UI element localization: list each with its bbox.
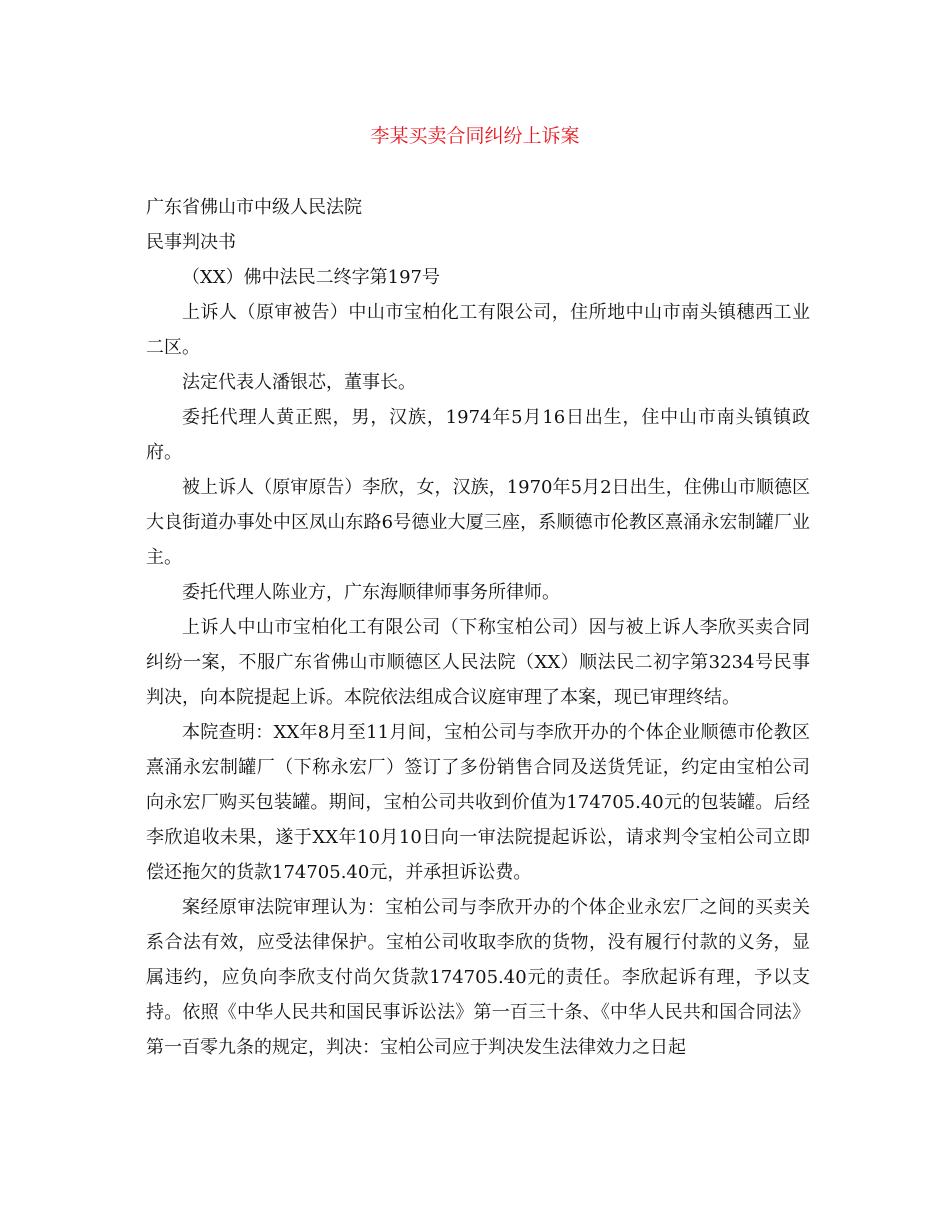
case-number: （XX）佛中法民二终字第197号 (182, 267, 440, 288)
paragraph-agent-appellee: 委托代理人陈业方，广东海顺律师事务所律师。 (182, 582, 560, 603)
paragraph-original-judgment: 案经原审法院审理认为：宝柏公司与李欣开办的个体企业永宏厂之间的买卖关系合法有效，应受法律保护。宝柏公司收取李欣的货物，没有履行付款的义务，显属违约，应负向李欣支付尚欠货款174705.40元的责任。李欣起诉有理，予以支持。依照《中华人民共和国民事诉讼法》第一百三十条、《中华人民共和国合同法》第一百零九条的规定，判决：宝柏公司应于判决发生法律效力之日起 (146, 897, 810, 1058)
paragraph-legal-rep: 法定代表人潘银芯，董事长。 (182, 372, 416, 393)
document-title: 李某买卖合同纠纷上诉案 (370, 125, 580, 147)
paragraph-facts: 本院查明：XX年8月至11月间，宝柏公司与李欣开办的个体企业顺德市伦教区熹涌永宏制罐厂（下称永宏厂）签订了多份销售合同及送货凭证，约定由宝柏公司向永宏厂购买包装罐。期间，宝柏公司共收到价值为174705.40元的包装罐。后经李欣追收未果，遂于XX年10月10日向一审法院提起诉讼，请求判令宝柏公司立即偿还拖欠的货款174705.40元，并承担诉讼费。 (146, 722, 810, 883)
paragraph-appellee: 被上诉人（原审原告）李欣，女，汉族，1970年5月2日出生，住佛山市顺德区大良街道办事处中区凤山东路6号德业大厦三座，系顺德市伦教区熹涌永宏制罐厂业主。 (146, 477, 810, 568)
document-type: 民事判决书 (146, 232, 236, 253)
paragraph-appellant: 上诉人（原审被告）中山市宝柏化工有限公司，住所地中山市南头镇穗西工业二区。 (146, 302, 810, 358)
court-name: 广东省佛山市中级人民法院 (146, 197, 362, 218)
document-body (146, 190, 810, 1065)
paragraph-case-intro: 上诉人中山市宝柏化工有限公司（下称宝柏公司）因与被上诉人李欣买卖合同纠纷一案，不服广东省佛山市顺德区人民法院（XX）顺法民二初字第3234号民事判决，向本院提起上诉。本院依法组成合议庭审理了本案，现已审理终结。 (146, 617, 810, 708)
paragraph-agent-appellant: 委托代理人黄正熙，男，汉族，1974年5月16日出生，住中山市南头镇镇政府。 (146, 407, 810, 463)
